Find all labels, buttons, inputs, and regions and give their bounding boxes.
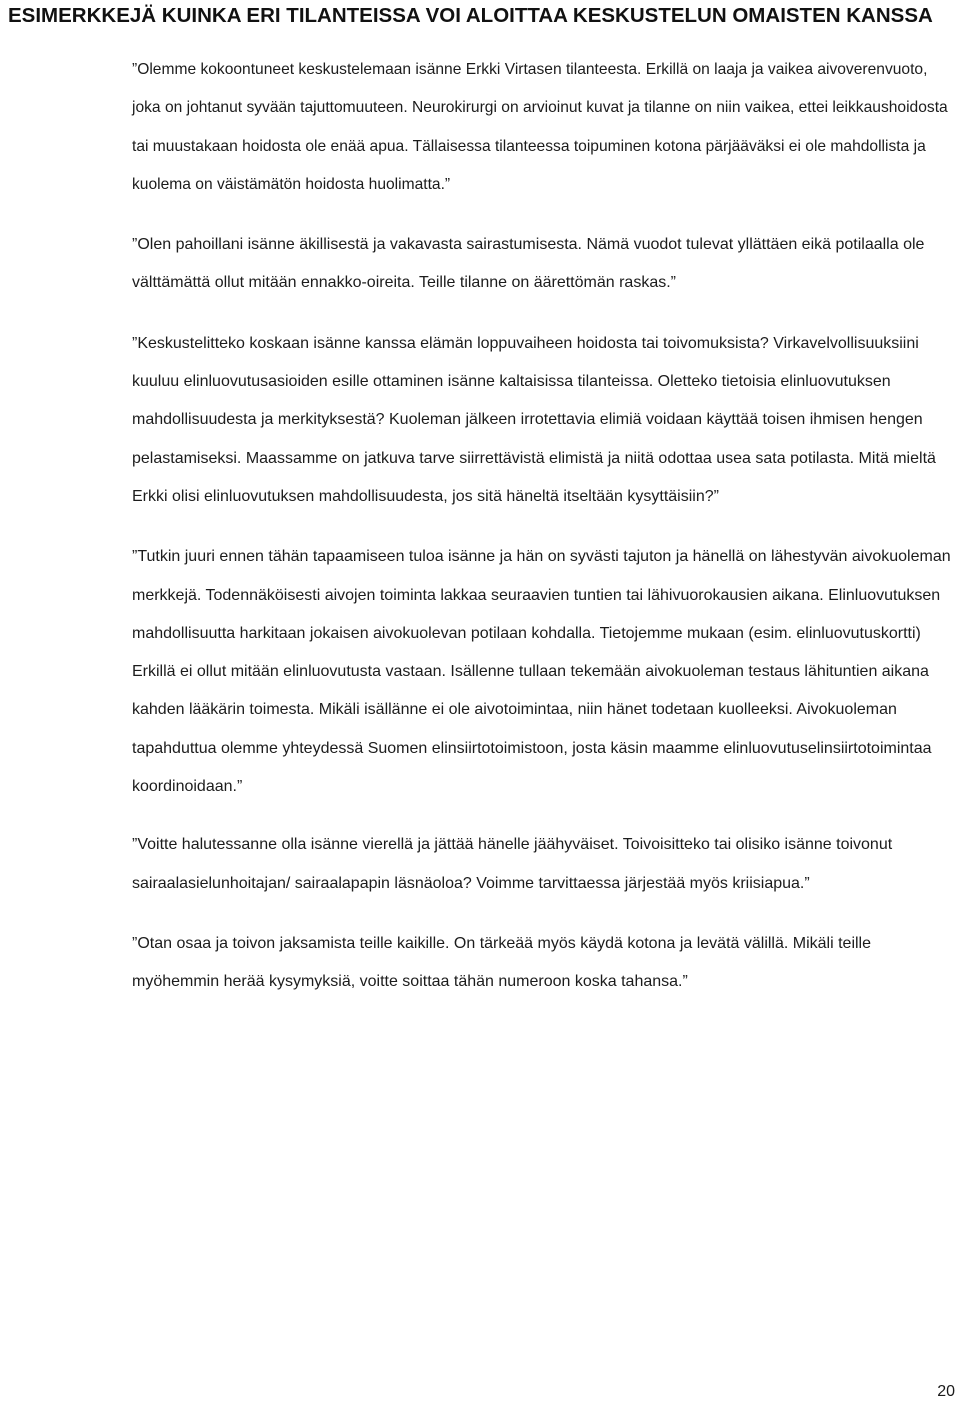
paragraph-closing: ”Otan osaa ja toivon jaksamista teille kaikille. On tärkeää myös käydä kotona ja levätä välillä. Mikäli teille myöhemmin herää kysymyksiä, voitte soittaa tähän numeroon koska tahansa.” (132, 934, 872, 991)
page-title: ESIMERKKEJÄ KUINKA ERI TILANTEISSA VOI ALOITTAA KESKUSTELUN OMAISTEN KANSSA (8, 4, 933, 27)
paragraph-situation: ”Olemme kokoontuneet keskustelemaan isänne Erkki Virtasen tilanteesta. Erkillä on laaja ja vaikea aivoverenvuoto, joka on johtanut syvään tajuttomuuteen. Neurokirurgi on arvioinut kuvat ja tilanne on niin vaikea, ettei leikkaushoidosta tai muustakaan hoidosta ole enää apua. Tällaisessa tilanteessa toipuminen kotona pärjääväksi ei ole mahdollista ja kuolema on väistämätön hoidosta huolimatta.” (132, 61, 948, 193)
paragraph-brain-death: ”Tutkin juuri ennen tähän tapaamiseen tuloa isänne ja hän on syvästi tajuton ja hänellä on lähestyvän aivokuoleman merkkejä. Todennäköisesti aivojen toiminta lakkaa seuraavien tuntien tai lähivuorokausien aikana. Elinluovutuksen mahdollisuutta harkitaan jokaisen aivokuolevan potilaan kohdalla. Tietojemme mukaan (esim. elinluovutuskortti) Erkillä ei ollut mitään elinluovutusta vastaan. Isällenne tullaan tekemään aivokuoleman testaus lähituntien aikana kahden lääkärin toimesta. Mikäli isällänne ei ole aivotoimintaa, niin hänet todetaan kuolleeksi. Aivokuoleman tapahduttua olemme yhteydessä Suomen elinsiirtotoimistoon, josta käsin maamme elinluovutuselinsiirtotoimintaa koordinoidaan.” (132, 548, 951, 796)
paragraph-farewell: ”Voitte halutessanne olla isänne vierellä ja jättää hänelle jäähyväiset. Toivoisitteko tai olisiko isänne toivonut sairaalasielunhoitajan/ sairaalapapin läsnäoloa? Voimme tarvittaessa järjestää myös kriisiapua.” (132, 836, 893, 892)
document-body (132, 51, 956, 1024)
paragraph-condolence: ”Olen pahoillani isänne äkillisestä ja vakavasta sairastumisesta. Nämä vuodot tulevat yllättäen eikä potilaalla ole välttämättä ollut mitään ennakko-oireita. Teille tilanne on äärettömän raskas.” (132, 236, 925, 292)
paragraph-end-of-life-wishes: ”Keskustelitteko koskaan isänne kanssa elämän loppuvaiheen hoidosta tai toivomuksista? Virkavelvollisuuksiini kuuluu elinluovutusasioiden esille ottaminen isänne kaltaisissa tilanteissa. Oletteko tietoisia elinluovutuksen mahdollisuudesta ja merkityksestä? Kuoleman jälkeen irrotettavia elimiä voidaan käyttää toisen ihmisen hengen pelastamiseksi. Maassamme on jatkuva tarve siirrettävistä elimistä ja niitä odottaa usea sata potilasta. Mitä mieltä Erkki olisi elinluovutuksen mahdollisuudesta, jos sitä häneltä itseltään kysyttäisiin?” (132, 334, 936, 505)
page-number: 20 (937, 1383, 955, 1400)
